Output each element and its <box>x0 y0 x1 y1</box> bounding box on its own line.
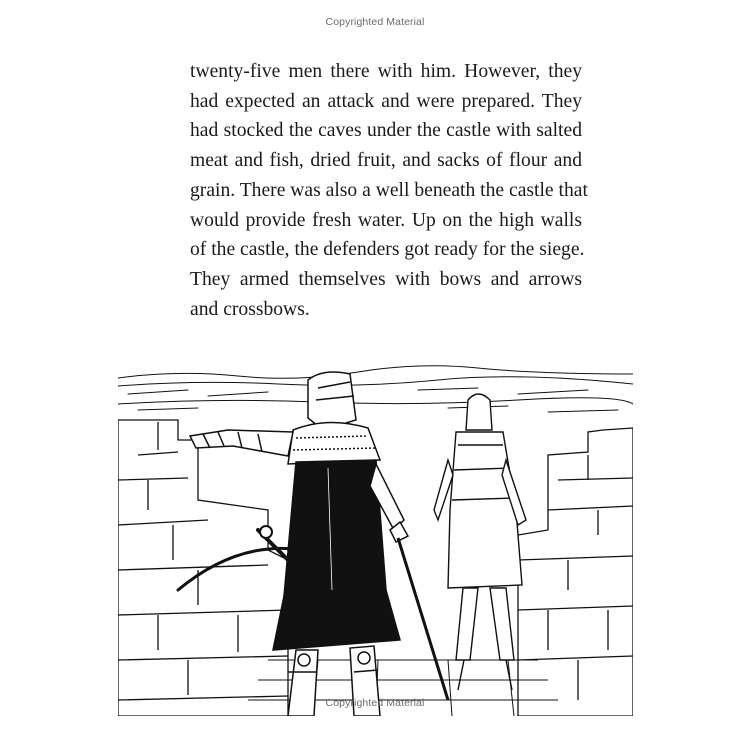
text-line: would provide fresh water. Up on the high walls <box>190 209 582 231</box>
knights-illustration <box>118 360 633 716</box>
body-paragraph <box>190 57 588 324</box>
text-line: and crossbows. <box>190 298 310 320</box>
text-line: of the castle, the defenders got ready for the siege. <box>190 239 585 261</box>
copyright-watermark-bottom: Copyrighted Material <box>325 697 425 709</box>
text-line: They armed themselves with bows and arrows <box>190 268 582 290</box>
text-line: twenty-five men there with him. However, they <box>190 61 582 82</box>
text-line: had stocked the caves under the castle with salted <box>190 120 582 142</box>
text-line: had expected an attack and were prepared. They <box>190 90 582 112</box>
illustration-svg <box>118 360 633 716</box>
text-line: meat and fish, dried fruit, and sacks of flour and <box>190 150 582 172</box>
copyright-watermark-top: Copyrighted Material <box>325 16 425 28</box>
text-line: grain. There was also a well beneath the castle that <box>190 179 588 201</box>
